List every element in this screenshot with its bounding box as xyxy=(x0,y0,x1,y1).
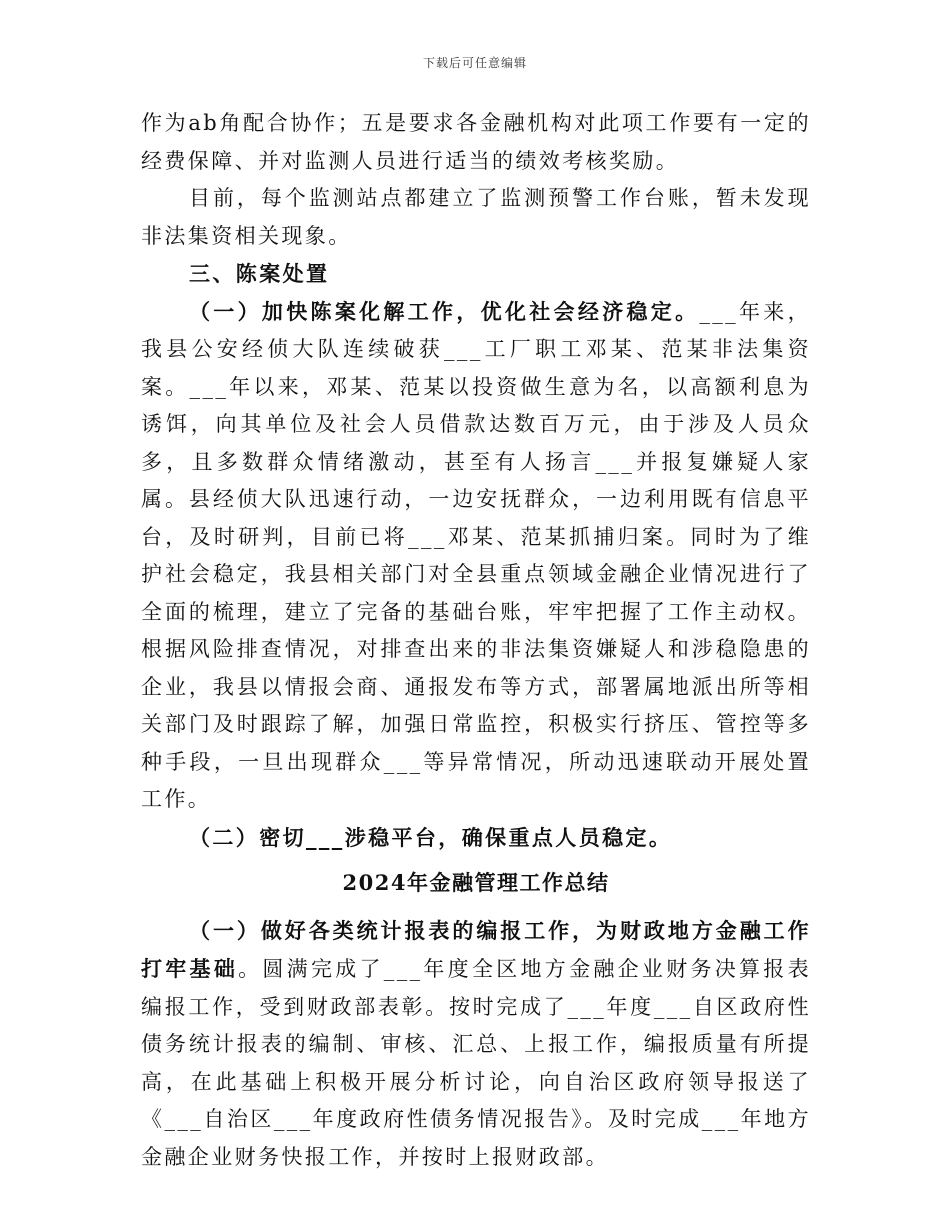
paragraph-statistical-reports xyxy=(141,912,811,1177)
document-body xyxy=(141,105,811,1176)
paragraph-case-resolution xyxy=(141,293,811,819)
subheading-statistical-reports: （一）做好各类统计报表的编报工作，为财政地方金融工作打牢基础 xyxy=(141,917,811,981)
page-header: 下载后可任意编辑 xyxy=(422,56,527,70)
case-resolution-text: ___年来，我县公安经侦大队连续破获___工厂职工邓某、范某非法集资案。___年以来，邓某、范某以投资做生意为名，以高额利息为诱饵，向其单位及社会人员借款达数百万元，由于涉及人员众多，且多数群众情绪激动，甚至有人扬言___并报复嫌疑人家属。县经侦大队迅速行动，一边安抚群众，一边利用既有信息平台，及时研判，目前已将___邓某、范某抓捕归案。同时为了维护社会稳定，我县相关部门对全县重点领域金融企业情况进行了全面的梳理，建立了完备的基础台账，牢牢把握了工作主动权。根据风险排查情况，对排查出来的非法集资嫌疑人和涉稳隐患的企业，我县以情报会商、通报发布等方式，部署属地派出所等相关部门及时跟踪了解，加强日常监控，积极实行挤压、管控等多种手段，一旦出现群众___等异常情况，所动迅速联动开展处置工作。 xyxy=(141,299,811,811)
statistical-reports-text: 。圆满完成了___年度全区地方金融企业财务决算报表编报工作，受到财政部表彰。按时完成了___年度___自区政府性债务统计报表的编制、审核、汇总、上报工作，编报质量有所提高，在此基础上积极开展分析讨论，向自治区政府领导报送了《___自治区___年度政府性债务情况报告》。及时完成___年地方金融企业财务快报工作，并按时上报财政部。 xyxy=(141,957,811,1169)
subheading-stability-platform: （二）密切___涉稳平台，确保重点人员稳定。 xyxy=(189,824,673,850)
paragraph-continuation: 作为ab角配合协作；五是要求各金融机构对此项工作要有一定的经费保障、并对监测人员进行适当的绩效考核奖励。 xyxy=(141,111,811,173)
document-title: 2024年金融管理工作总结 xyxy=(342,870,610,895)
subheading-case-resolution: （一）加快陈案化解工作，优化社会经济稳定。 xyxy=(189,298,700,324)
section-heading-case-handling: 三、陈案处置 xyxy=(189,261,330,286)
paragraph-monitoring-status: 目前，每个监测站点都建立了监测预警工作台账，暂未发现非法集资相关现象。 xyxy=(141,186,811,248)
